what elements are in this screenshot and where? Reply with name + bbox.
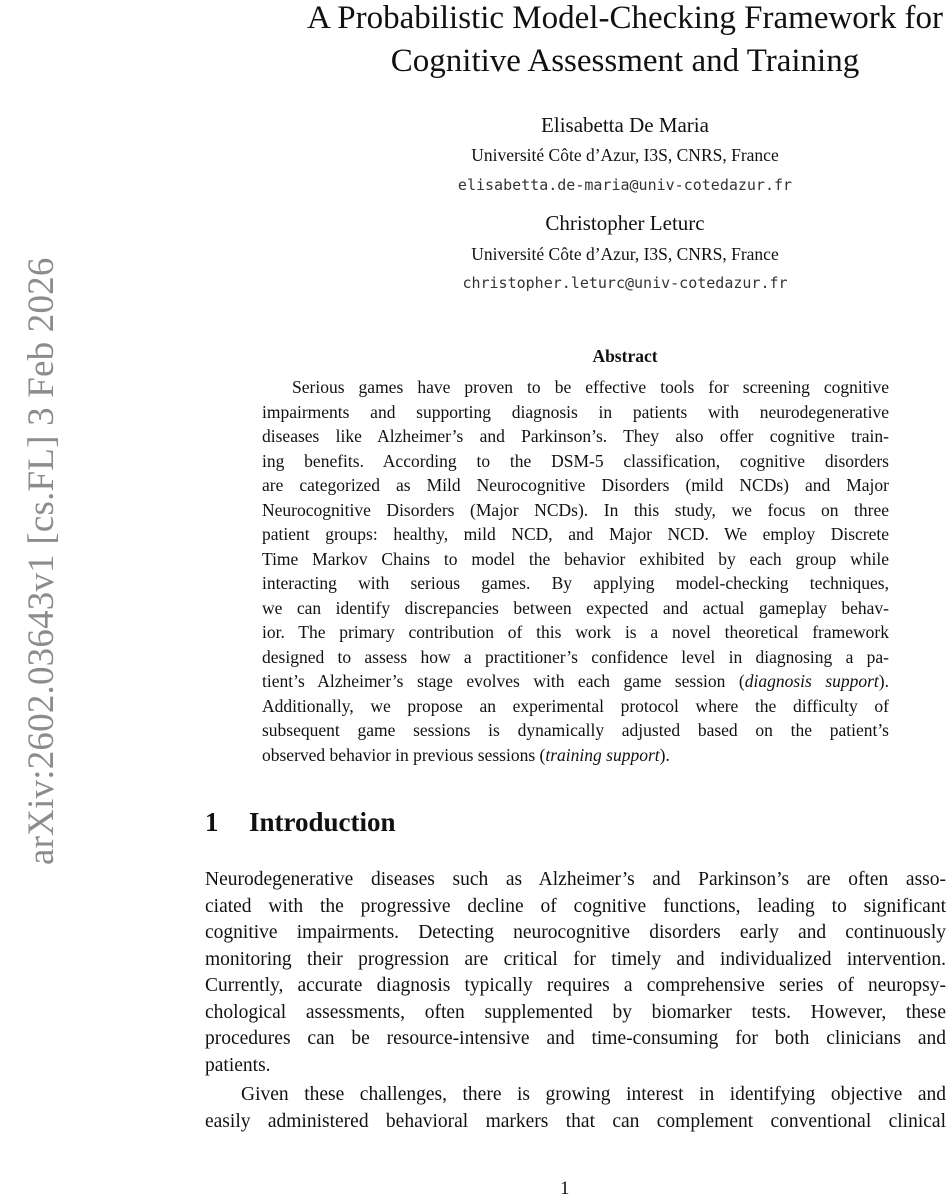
intro-line: patients.	[205, 1054, 271, 1076]
page-number: 1	[560, 1178, 570, 1199]
abstract-body	[262, 375, 889, 767]
introduction-body	[205, 867, 946, 1135]
abstract-line: are categorized as Mild Neurocognitive Disorders (mild NCDs) and Major	[262, 475, 889, 495]
author-name-2: Christopher Leturc	[545, 211, 705, 235]
abstract-line-tail: ).	[878, 671, 889, 691]
training-support-term: training support	[545, 744, 660, 765]
abstract-line: interacting with serious games. By applying model-checking techniques,	[262, 573, 889, 593]
intro-line: procedures can be resource-intensive and time-consuming for both clinicians and	[205, 1028, 946, 1049]
abstract-line: ing benefits. According to the DSM-5 classification, cognitive disorders	[262, 450, 889, 471]
intro-line: ciated with the progressive decline of cognitive functions, leading to significant	[205, 895, 946, 917]
abstract-line	[262, 743, 889, 768]
abstract-heading: Abstract	[592, 346, 658, 366]
paper-title-line-2: Cognitive Assessment and Training	[390, 43, 860, 79]
arxiv-identifier-stamp: arXiv:2602.03643v1 [cs.FL] 3 Feb 2026	[21, 257, 62, 865]
abstract-line-tail: ).	[659, 744, 670, 765]
abstract-line: subsequent game sessions is dynamically adjusted based on the patient’s	[262, 720, 889, 740]
intro-line: monitoring their progression are critical for timely and individualized intervention.	[205, 948, 946, 970]
author-email-2[interactable]: christopher.leturc@univ-cotedazur.fr	[462, 274, 788, 292]
abstract-line: Additionally, we propose an experimental protocol where the difficulty of	[262, 695, 889, 716]
abstract-line: Time Markov Chains to model the behavior exhibited by each group while	[262, 548, 889, 569]
abstract-line: diseases like Alzheimer’s and Parkinson’s. They also offer cognitive train-	[262, 426, 889, 446]
section-heading-introduction	[205, 807, 396, 838]
intro-line: easily administered behavioral markers that can complement conventional clinical	[205, 1110, 946, 1132]
paper-title-line-1: A Probabilistic Model-Checking Framework for	[306, 0, 944, 36]
section-number: 1	[205, 807, 219, 837]
intro-line: Neurodegenerative diseases such as Alzheimer’s and Parkinson’s are often asso-	[205, 869, 946, 890]
abstract-line: Neurocognitive Disorders (Major NCDs). In this study, we focus on three	[262, 499, 889, 520]
abstract-line: designed to assess how a practitioner’s confidence level in diagnosing a pa-	[262, 646, 889, 667]
abstract-line: ior. The primary contribution of this work is a novel theoretical framework	[262, 622, 889, 642]
abstract-line-text: tient’s Alzheimer’s stage evolves with each game session (	[262, 671, 745, 691]
abstract-line: we can identify discrepancies between expected and actual gameplay behav-	[262, 597, 889, 618]
author-name-1: Elisabetta De Maria	[541, 113, 709, 137]
intro-line: Currently, accurate diagnosis typically requires a comprehensive series of neuropsy-	[205, 975, 946, 996]
intro-line: cognitive impairments. Detecting neurocognitive disorders early and continuously	[205, 922, 946, 943]
intro-line: Given these challenges, there is growing interest in identifying objective and	[241, 1084, 946, 1105]
abstract-line: patient groups: healthy, mild NCD, and Major NCD. We employ Discrete	[262, 524, 889, 544]
abstract-line: Serious games have proven to be effective tools for screening cognitive	[292, 377, 889, 397]
abstract-line-text: observed behavior in previous sessions (	[262, 744, 546, 765]
diagnosis-support-term: diagnosis support	[744, 671, 879, 691]
author-affiliation-2: Université Côte d’Azur, I3S, CNRS, France	[471, 244, 779, 264]
intro-line: chological assessments, often supplemented by biomarker tests. However, these	[205, 1001, 946, 1023]
author-affiliation-1: Université Côte d’Azur, I3S, CNRS, France	[471, 145, 779, 165]
abstract-line: impairments and supporting diagnosis in patients with neurodegenerative	[262, 401, 889, 422]
abstract-line	[262, 669, 889, 694]
author-email-1[interactable]: elisabetta.de-maria@univ-cotedazur.fr	[457, 176, 793, 194]
section-title: Introduction	[249, 807, 396, 837]
